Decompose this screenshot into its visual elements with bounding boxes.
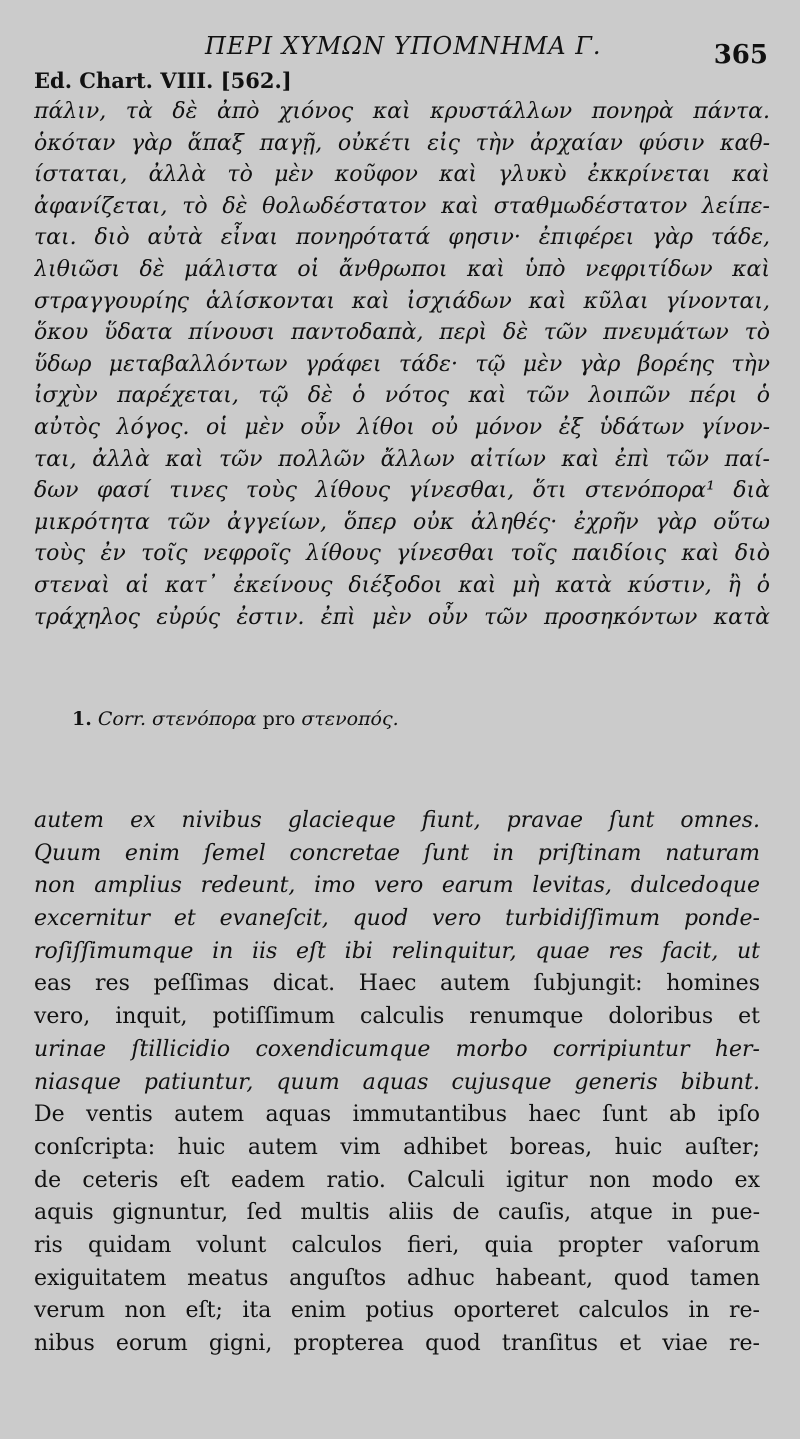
latin-line: aquis gignuntur, ſed multis aliis de cauſis, atque in pue- <box>34 1200 760 1226</box>
latin-line: De ventis autem aquas immutantibus haec ſunt ab ipſo <box>34 1102 760 1128</box>
greek-line: ἀφανίζεται, τὸ δὲ θολωδέστατον καὶ σταθμωδέστατον λείπε- <box>34 193 770 219</box>
greek-line: ὕδωρ μεταβαλλόντων γράφει τάδε· τῷ μὲν γὰρ βορέης τὴν <box>34 351 770 377</box>
footnote-greek-correction: στενόπορα <box>152 708 257 730</box>
latin-line: non amplius redeunt, imo vero earum levitas, dulcedoque <box>34 873 760 899</box>
greek-line: δων φασί τινες τοὺς λίθους γίνεσθαι, ὅτι στενόπορα¹ διὰ <box>34 478 770 504</box>
greek-line: ὅκου ὕδατα πίνουσι παντοδαπὰ, περὶ δὲ τῶν πνευμάτων τὸ <box>34 320 770 346</box>
greek-line: μικρότητα τῶν ἀγγείων, ὅπερ οὐκ ἀληθές· ἐχρῆν γὰρ οὕτω <box>34 509 770 535</box>
latin-line: Quum enim ſemel concretae ſunt in priſtinam naturam <box>34 840 760 866</box>
latin-line: nibus eorum gigni, propterea quod tranſitus et viae re- <box>34 1331 760 1356</box>
greek-line: στεναὶ αἱ κατ᾽ ἐκείνους διέξοδοι καὶ μὴ κατὰ κύστιν, ἢ ὁ <box>34 572 770 598</box>
latin-line: roſiſſimumque in iis eſt ibi relinquitur, quae res facit, ut <box>34 938 760 964</box>
footnote-corr: Corr. <box>97 708 146 730</box>
latin-line: niasque patiuntur, quum aquas cujusque generis bibunt. <box>34 1069 760 1095</box>
latin-line: ris quidam volunt calculos fieri, quia propter vaſorum <box>34 1232 760 1258</box>
footnote <box>72 708 399 730</box>
greek-line: αὐτὸς λόγος. οἱ μὲν οὖν λίθοι οὐ μόνον ἐξ ὑδάτων γίνον- <box>34 414 770 440</box>
latin-line: de ceteris eſt eadem ratio. Calculi igitur non modo ex <box>34 1167 760 1193</box>
greek-text-block <box>34 96 770 633</box>
footnote-pro: pro <box>262 708 296 730</box>
greek-line: ἰσχὺν παρέχεται, τῷ δὲ ὁ νότος καὶ τῶν λοιπῶν πέρι ὁ <box>34 383 770 409</box>
greek-line: ίσταται, ἀλλὰ τὸ μὲν κοῦφον καὶ γλυκὺ ἐκκρίνεται καὶ <box>34 162 770 188</box>
greek-line: ὁκόταν γὰρ ἅπαξ παγῇ, οὐκέτι εἰς τὴν ἀρχαίαν φύσιν καθ- <box>34 130 770 156</box>
greek-line: ται. διὸ αὐτὰ εἶναι πονηρότατά φησιν· ἐπιφέρει γὰρ τάδε, <box>34 225 770 251</box>
latin-line: vero, inquit, potiſſimum calculis renumque doloribus et <box>34 1004 760 1030</box>
latin-line: verum non eſt; ita enim potius oporteret calculos in re- <box>34 1298 760 1324</box>
latin-line: exiguitatem meatus anguſtos adhuc habeant, quod tamen <box>34 1265 760 1291</box>
latin-line: conſcripta: huic autem vim adhibet boreas, huic auſter; <box>34 1134 760 1160</box>
page-number: 365 <box>713 40 768 70</box>
greek-line: τράχηλος εὐρύς ἐστιν. ἐπὶ μὲν οὖν τῶν προσηκόντων κατὰ <box>34 604 770 630</box>
greek-line: στραγγουρίης ἁλίσκονται καὶ ἰσχιάδων καὶ κῦλαι γίνονται, <box>34 288 770 314</box>
greek-line: λιθιῶσι δὲ μάλιστα οἱ ἄνθρωποι καὶ ὑπὸ νεφριτίδων καὶ <box>34 256 770 282</box>
latin-line: urinae ſtillicidio coxendicumque morbo corripiuntur her- <box>34 1036 760 1062</box>
greek-line: πάλιν, τὰ δὲ ἀπὸ χιόνος καὶ κρυστάλλων πονηρὰ πάντα. <box>34 99 770 124</box>
running-title: ΠΕΡΙ ΧΥΜΩΝ ΥΠΟΜΝΗΜΑ Γ. <box>205 32 602 60</box>
greek-line: τοὺς ἐν τοῖς νεφροῖς λίθους γίνεσθαι τοῖς παιδίοις καὶ διὸ <box>34 541 770 567</box>
greek-line: ται, ἀλλὰ καὶ τῶν πολλῶν ἄλλων αἰτίων καὶ ἐπὶ τῶν παί- <box>34 446 770 472</box>
latin-line: excernitur et evaneſcit, quod vero turbidiſſimum ponde- <box>34 906 760 932</box>
latin-text-block <box>34 805 760 1361</box>
latin-line: autem ex nivibus glacieque fiunt, pravae ſunt omnes. <box>34 808 760 833</box>
footnote-greek-original: στενοπός. <box>301 708 399 730</box>
footnote-label: 1. <box>72 708 92 730</box>
latin-line: eas res peſſimas dicat. Haec autem ſubjungit: homines <box>34 971 760 997</box>
edition-reference: Ed. Chart. VIII. [562.] <box>34 68 292 93</box>
